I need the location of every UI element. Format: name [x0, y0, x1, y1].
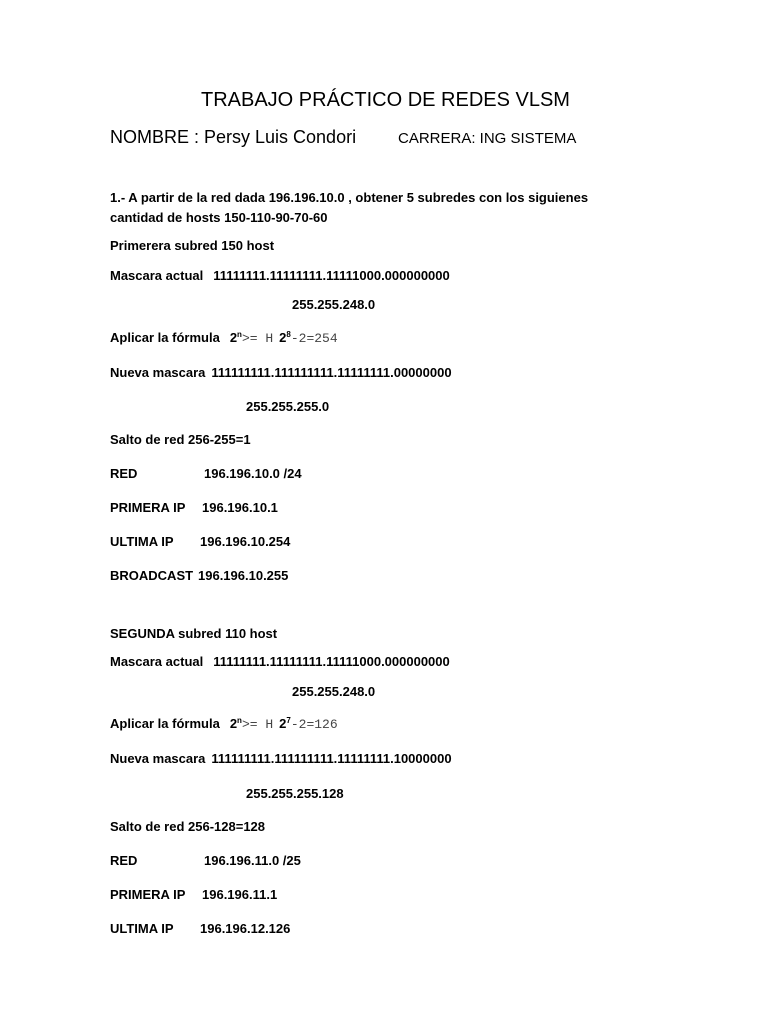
subnet1-formula-base: 2	[229, 330, 238, 345]
subnet2-red-label: RED	[110, 853, 138, 868]
subnet1-formula-op: >= H	[241, 331, 274, 346]
subnet1-formula-base2: 2	[279, 330, 287, 345]
subnet2-mask-binary: 11111111.11111111.11111000.000000000	[213, 654, 450, 669]
subnet1-broadcast-value: 196.196.10.255	[198, 568, 289, 583]
subnet1-mask-row	[110, 269, 450, 282]
subnet2-formula-label: Aplicar la fórmula	[110, 716, 220, 731]
subnet1-mask-label: Mascara actual	[110, 268, 204, 283]
subnet1-red-value: 196.196.10.0 /24	[204, 466, 302, 481]
subnet2-mask-label: Mascara actual	[110, 654, 204, 669]
subnet2-red-value: 196.196.11.0 /25	[204, 853, 301, 868]
subnet1-first-label: PRIMERA IP	[110, 500, 186, 515]
subnet1-mask-decimal: 255.255.248.0	[292, 297, 376, 312]
subnet1-newmask-row	[110, 366, 452, 379]
subnet2-newmask-binary: 111111111.111111111.11111111.10000000	[211, 751, 452, 766]
subnet1-broadcast-label: BROADCAST	[110, 568, 194, 583]
subnet1-newmask-decimal: 255.255.255.0	[246, 399, 330, 414]
subnet2-last-label: ULTIMA IP	[110, 921, 174, 936]
subnet1-heading: Primerera subred 150 host	[110, 238, 275, 253]
subnet1-first-value: 196.196.10.1	[202, 500, 278, 515]
subnet1-formula-exp-n: n	[237, 330, 242, 339]
subnet2-first-value: 196.196.11.1	[202, 887, 278, 902]
subnet2-formula-row	[110, 717, 338, 731]
subnet1-formula-label: Aplicar la fórmula	[110, 330, 220, 345]
subnet1-newmask-binary: 111111111.111111111.11111111.00000000	[211, 365, 452, 380]
subnet1-mask-binary: 11111111.11111111.11111000.000000000	[213, 268, 450, 283]
subnet2-formula-exp: 7	[286, 716, 291, 725]
student-name: NOMBRE : Persy Luis Condori	[110, 127, 357, 147]
subnet1-formula-exp: 8	[286, 330, 291, 339]
subnet2-newmask-row	[110, 752, 452, 765]
intro-line-2: cantidad de hosts 150-110-90-70-60	[110, 210, 328, 225]
subnet2-mask-row	[110, 655, 450, 668]
subnet2-newmask-decimal: 255.255.255.128	[246, 786, 344, 801]
subnet2-heading: SEGUNDA subred 110 host	[110, 626, 278, 641]
subnet2-formula-op: >= H	[241, 717, 274, 732]
subnet1-newmask-label: Nueva mascara	[110, 365, 206, 380]
subnet2-jump: Salto de red 256-128=128	[110, 819, 266, 834]
subnet2-formula-base: 2	[229, 716, 238, 731]
subnet1-last-label: ULTIMA IP	[110, 534, 174, 549]
subnet2-formula-base2: 2	[279, 716, 287, 731]
subnet1-last-value: 196.196.10.254	[200, 534, 291, 549]
subnet2-last-value: 196.196.12.126	[200, 921, 291, 936]
subnet2-first-label: PRIMERA IP	[110, 887, 186, 902]
subnet1-jump: Salto de red 256-255=1	[110, 432, 251, 447]
subnet1-formula-rest: -2=254	[290, 331, 338, 346]
page-title: TRABAJO PRÁCTICO DE REDES VLSM	[201, 89, 570, 111]
subnet2-mask-decimal: 255.255.248.0	[292, 684, 376, 699]
subnet2-formula-exp-n: n	[237, 716, 242, 725]
subnet1-red-label: RED	[110, 466, 138, 481]
subnet2-newmask-label: Nueva mascara	[110, 751, 206, 766]
intro-line-1: 1.- A partir de la red dada 196.196.10.0 , obtener 5 subredes con los siguienes	[110, 190, 589, 205]
subnet1-formula-row	[110, 331, 338, 345]
student-career: CARRERA: ING SISTEMA	[398, 130, 577, 147]
subnet2-formula-rest: -2=126	[290, 717, 338, 732]
